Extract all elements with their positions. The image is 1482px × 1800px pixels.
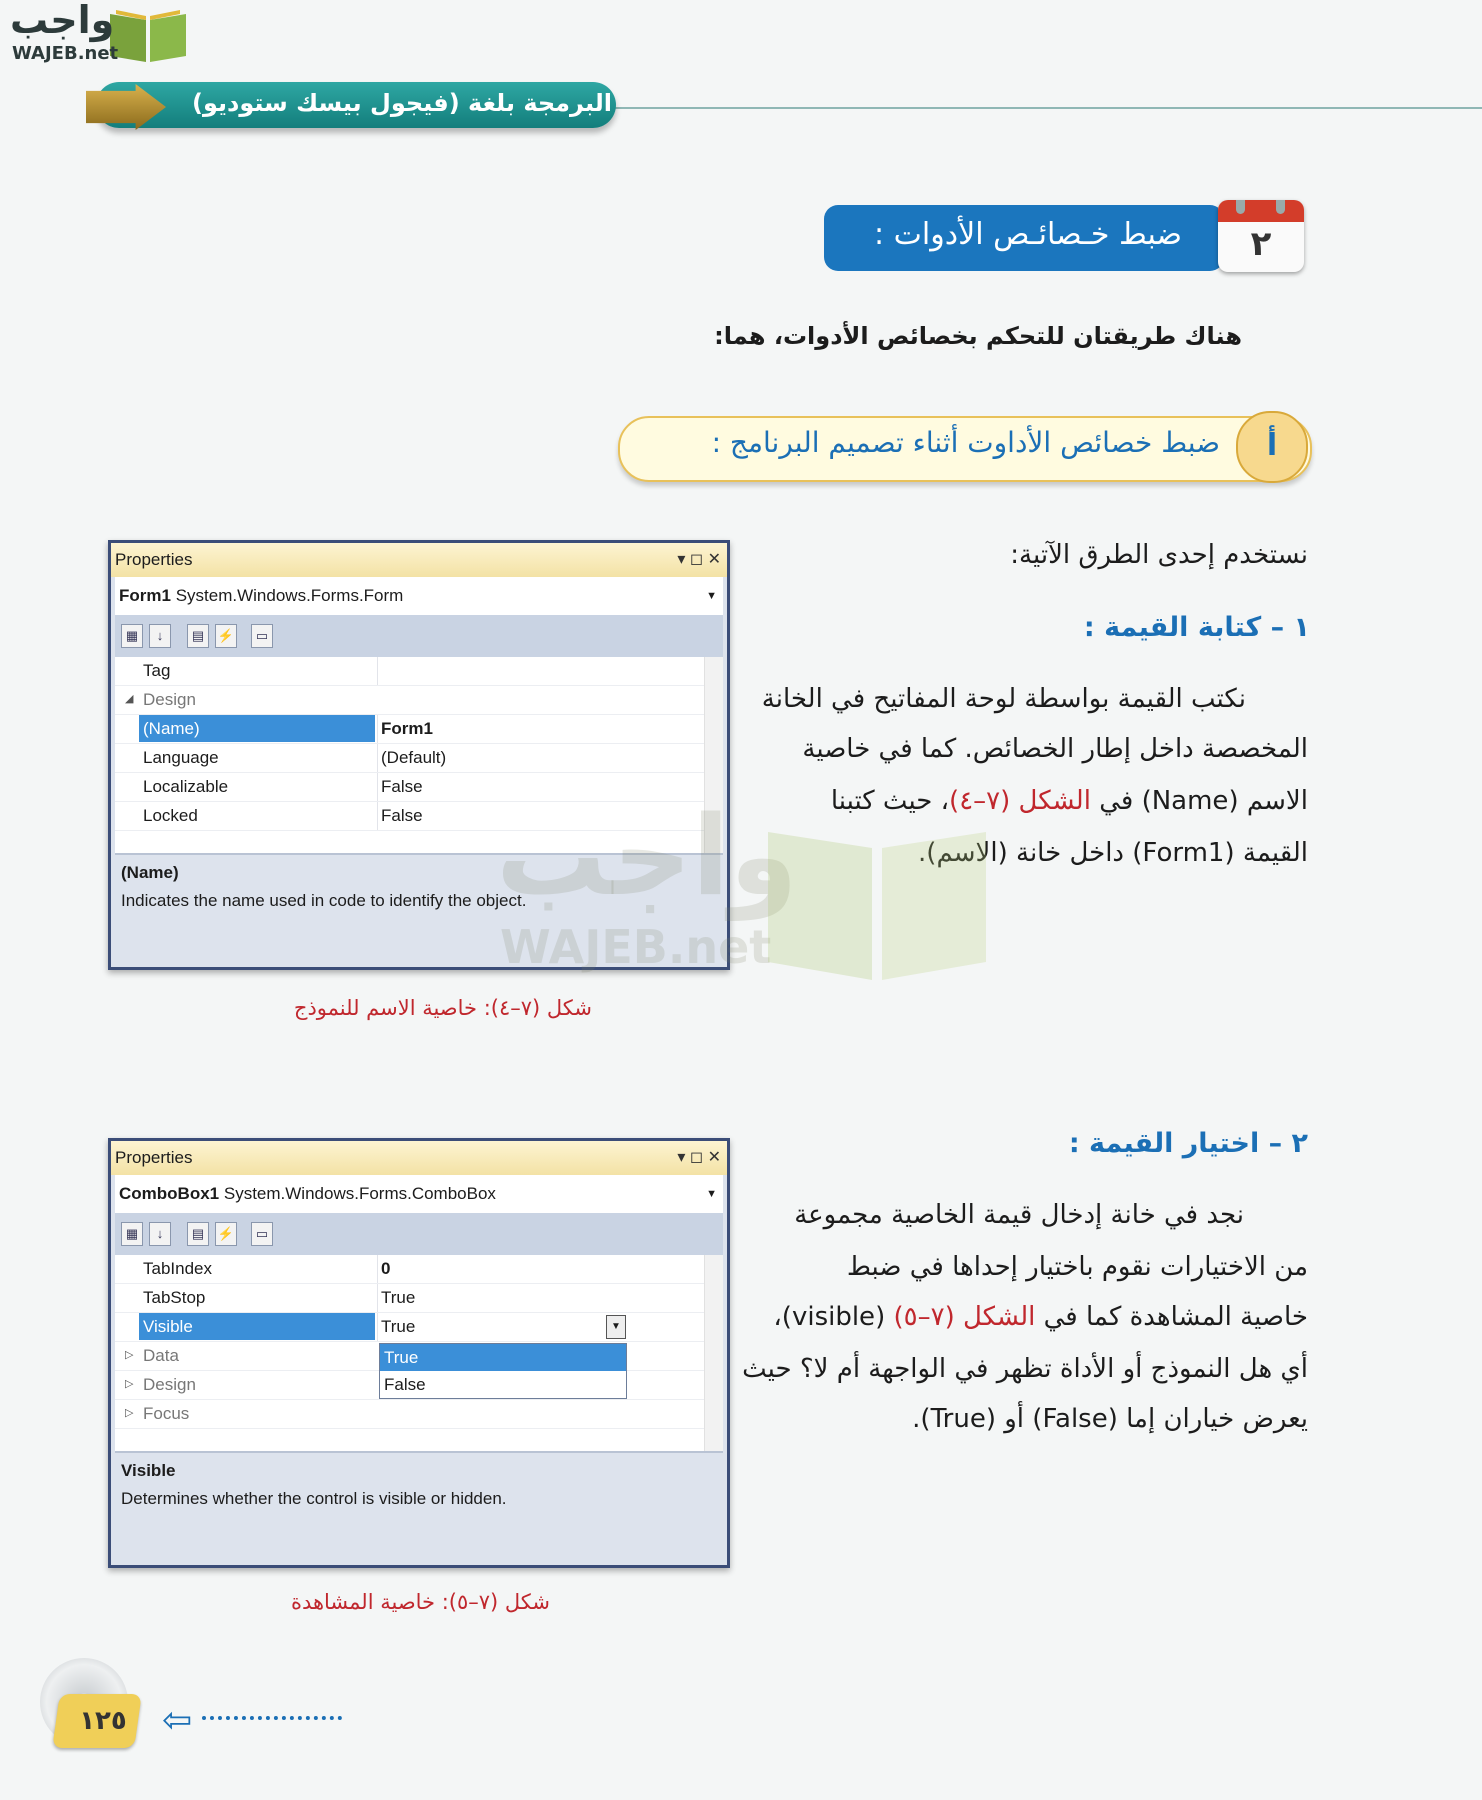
object-selector[interactable] (115, 1175, 723, 1213)
arrow-left-icon: ⇦ (162, 1700, 193, 1741)
intro-text: هناك طريقتان للتحكم بخصائص الأدوات، هما: (714, 322, 1242, 350)
categorized-icon[interactable]: ▦ (121, 624, 143, 648)
table-row[interactable]: TabStop True (115, 1284, 723, 1313)
logo-latin: WAJEB.net (12, 43, 119, 64)
method1-line-3: الاسم (Name) في الشكل (٧–٤)، حيث كتبنا (830, 786, 1308, 816)
method1-title: ١ – كتابة القيمة : (1083, 612, 1310, 643)
properties-toolbar (115, 615, 723, 657)
method1-line-4: القيمة (Form1) داخل خانة (الاسم). (918, 838, 1308, 868)
object-type: System.Windows.Forms.Form (175, 586, 404, 605)
properties-window-2 (108, 1138, 730, 1568)
dotted-line (202, 1712, 342, 1720)
description-text: Determines whether the control is visible or hidden. (121, 1489, 507, 1508)
table-row[interactable]: Visible True ▼ (115, 1313, 723, 1342)
events-icon[interactable]: ⚡ (215, 1222, 237, 1246)
table-row[interactable]: Locked False (115, 802, 723, 831)
chevron-down-icon[interactable]: ▼ (706, 590, 717, 602)
expand-icon[interactable]: ▷ (125, 1407, 134, 1419)
properties-icon[interactable]: ▤ (187, 1222, 209, 1246)
subsection-title: ضبط خصائص الأداوت أثناء تصميم البرنامج : (711, 426, 1220, 459)
table-row[interactable]: Localizable False (115, 773, 723, 802)
method1-line-2: المخصصة داخل إطار الخصائص. كما في خاصية (802, 734, 1308, 764)
window-controls[interactable]: ▾ ◻ ✕ (677, 1149, 721, 1166)
description-text: Indicates the name used in code to identify the object. (121, 891, 527, 910)
method2-line-4: أي هل النموذج أو الأداة تظهر في الواجهة أم لا؟ حيث (742, 1354, 1308, 1384)
section-title: ضبط خـصائـص الأدوات : (874, 217, 1182, 252)
figure1-caption: شكل (٧–٤): خاصية الاسم للنموذج (293, 996, 592, 1020)
window-title: Properties (115, 550, 193, 569)
chevron-down-icon[interactable]: ▼ (706, 1188, 717, 1200)
logo-arabic: واجب (10, 0, 115, 42)
section-number: ٢ (1250, 224, 1272, 264)
page-number: ١٢٥ (79, 1706, 127, 1736)
property-grid (115, 1255, 723, 1451)
header-rule (600, 107, 1482, 109)
calendar-icon (1218, 200, 1304, 272)
window-controls[interactable]: ▾ ◻ ✕ (677, 551, 721, 568)
expand-icon[interactable]: ▷ (125, 1378, 134, 1390)
collapse-icon[interactable]: ◢ (125, 693, 134, 705)
table-row[interactable]: ◢ Design (115, 686, 723, 715)
watermark-latin: WAJEB.net (500, 920, 772, 974)
dropdown-button[interactable]: ▼ (606, 1315, 626, 1339)
table-row[interactable]: ▷ Data (115, 1342, 723, 1371)
window-title: Properties (115, 1148, 193, 1167)
watermark-arabic: واجب (496, 792, 798, 920)
dropdown-option-true[interactable]: True (380, 1344, 626, 1371)
table-row[interactable]: Language (Default) (115, 744, 723, 773)
categorized-icon[interactable]: ▦ (121, 1222, 143, 1246)
dropdown-option-false[interactable]: False (384, 1375, 426, 1394)
chapter-title: البرمجة بلغة (فيجول بيسك ستوديو) (191, 89, 612, 117)
description-name: (Name) (121, 863, 179, 882)
property-pages-icon[interactable]: ▭ (251, 1222, 273, 1246)
alphabetical-icon[interactable]: ↓ (149, 624, 171, 648)
dropdown-list (379, 1343, 627, 1399)
description-panel (115, 1451, 723, 1561)
method1-line-1: نكتب القيمة بواسطة لوحة المفاتيح في الخانة (761, 684, 1246, 714)
subsection-letter: أ (1236, 411, 1308, 483)
method2-line-3: خاصية المشاهدة كما في الشكل (٧–٥) (visible)، (773, 1302, 1308, 1332)
book-logo-icon (108, 6, 188, 64)
properties-icon[interactable]: ▤ (187, 624, 209, 648)
properties-toolbar (115, 1213, 723, 1255)
method2-title: ٢ – اختيار القيمة : (1068, 1128, 1308, 1159)
description-name: Visible (121, 1461, 176, 1480)
properties-titlebar (111, 1141, 727, 1175)
table-row[interactable]: ▷ Focus (115, 1400, 723, 1429)
events-icon[interactable]: ⚡ (215, 624, 237, 648)
table-row[interactable]: TabIndex 0 (115, 1255, 723, 1284)
table-row[interactable]: Tag (115, 657, 723, 686)
object-name: ComboBox1 (119, 1184, 220, 1203)
properties-titlebar (111, 543, 727, 577)
method2-line-1: نجد في خانة إدخال قيمة الخاصية مجموعة (794, 1200, 1244, 1230)
scrollbar[interactable] (704, 1255, 723, 1451)
expand-icon[interactable]: ▷ (125, 1349, 134, 1361)
object-selector[interactable] (115, 577, 723, 615)
method2-line-2: من الاختيارات نقوم باختيار إحداها في ضبط (846, 1252, 1308, 1282)
alphabetical-icon[interactable]: ↓ (149, 1222, 171, 1246)
method2-line-5: يعرض خياران إما (False) أو (True). (912, 1404, 1308, 1434)
table-row[interactable]: ▷ Design (115, 1371, 723, 1400)
uses-line: نستخدم إحدى الطرق الآتية: (1010, 540, 1308, 570)
table-row[interactable]: (Name) Form1 (115, 715, 723, 744)
object-type: System.Windows.Forms.ComboBox (223, 1184, 496, 1203)
object-name: Form1 (119, 586, 171, 605)
figure2-caption: شكل (٧–٥): خاصية المشاهدة (290, 1590, 550, 1614)
property-pages-icon[interactable]: ▭ (251, 624, 273, 648)
watermark-book-icon (764, 812, 990, 982)
